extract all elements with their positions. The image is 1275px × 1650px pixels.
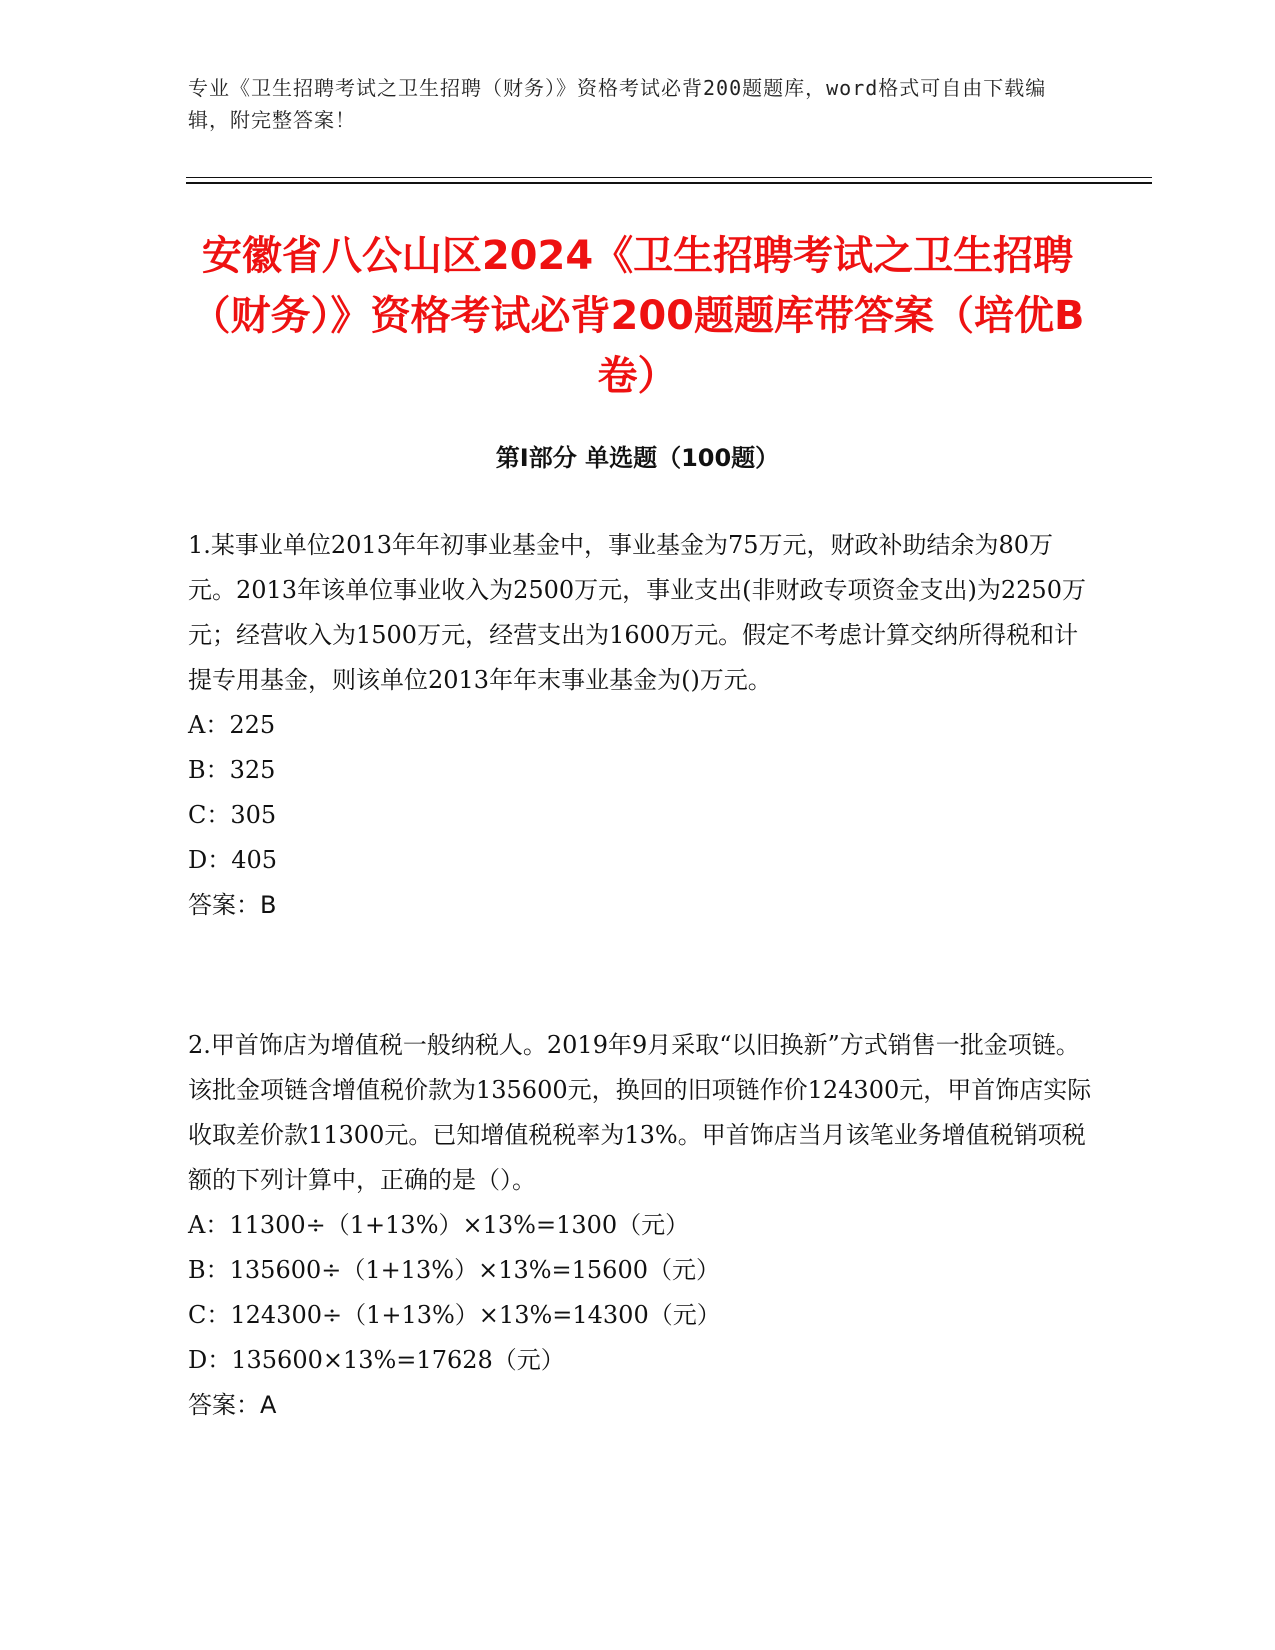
document-title: 安徽省八公山区2024《卫生招聘考试之卫生招聘（财务）》资格考试必背200题题库带答案（培优B卷） xyxy=(190,233,1085,399)
option-d: D：135600×13%=17628（元） xyxy=(188,1346,565,1374)
answer: 答案：B xyxy=(188,891,277,919)
option-a: A：11300÷（1+13%）×13%=1300（元） xyxy=(188,1211,690,1239)
option-b: B：325 xyxy=(188,756,276,784)
question-stem: 2.甲首饰店为增值税一般纳税人。2019年9月采取“以旧换新”方式销售一批金项链。该批金项链含增值税价款为135600元，换回的旧项链作价124300元，甲首饰店实际收取差价款11300元。已知增值税税率为13%。甲首饰店当月该笔业务增值税销项税额的下列计算中，正确的是（）。 xyxy=(188,1031,1092,1194)
section-title: 第I部分 单选题（100题） xyxy=(495,444,780,472)
question-stem: 1.某事业单位2013年年初事业基金中，事业基金为75万元，财政补助结余为80万元。2013年该单位事业收入为2500万元，事业支出(非财政专项资金支出)为2250万元；经营收入为1500万元，经营支出为1600万元。假定不考虑计算交纳所得税和计提专用基金，则该单位2013年年末事业基金为()万元。 xyxy=(188,531,1086,694)
answer: 答案：A xyxy=(188,1391,277,1419)
option-b: B：135600÷（1+13%）×13%=15600（元） xyxy=(188,1256,720,1284)
option-a: A：225 xyxy=(188,711,276,739)
question-1 xyxy=(188,523,1093,928)
option-c: C：305 xyxy=(188,801,277,829)
question-2 xyxy=(188,1023,1093,1428)
header-note: 专业《卫生招聘考试之卫生招聘（财务）》资格考试必背200题题库，word格式可自由下载编辑，附完整答案！ xyxy=(188,76,1047,132)
header-divider-thin xyxy=(186,177,1152,178)
option-d: D：405 xyxy=(188,846,278,874)
option-c: C：124300÷（1+13%）×13%=14300（元） xyxy=(188,1301,721,1329)
header-divider-thick xyxy=(186,182,1152,184)
